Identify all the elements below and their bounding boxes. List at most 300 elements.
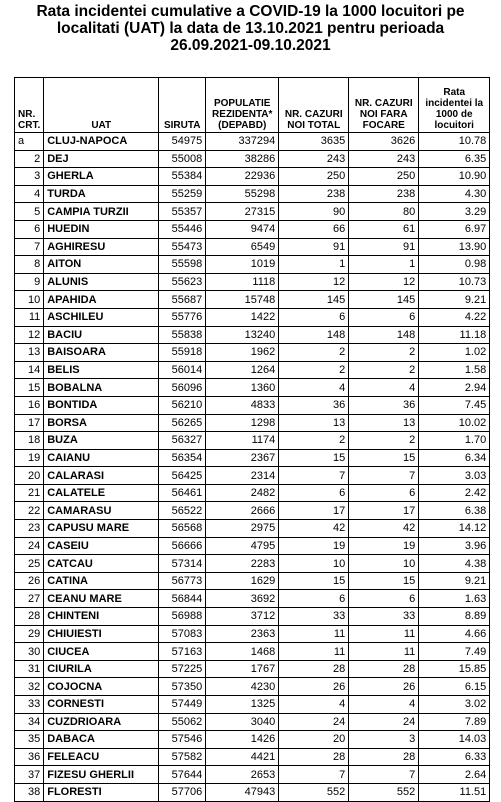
table-row xyxy=(15,150,490,168)
nr-crt-cell: 29 xyxy=(15,625,44,643)
cazuri-fara-focare-cell: 17 xyxy=(349,502,419,520)
table-row xyxy=(15,660,490,678)
siruta-cell: 55623 xyxy=(159,273,206,291)
populatie-cell: 337294 xyxy=(206,133,279,151)
cazuri-total-cell: 2 xyxy=(279,344,349,362)
cazuri-total-cell: 3635 xyxy=(279,133,349,151)
table-row xyxy=(15,396,490,414)
siruta-cell: 56988 xyxy=(159,608,206,626)
rata-cell: 10.02 xyxy=(419,414,490,432)
rata-cell: 6.34 xyxy=(419,449,490,467)
cazuri-fara-focare-cell: 26 xyxy=(349,678,419,696)
rata-cell: 3.03 xyxy=(419,467,490,485)
uat-cell: FELEACU xyxy=(44,748,159,766)
table-row xyxy=(15,731,490,749)
nr-crt-cell: 4 xyxy=(15,185,44,203)
uat-cell: TURDA xyxy=(44,185,159,203)
cazuri-total-cell: 20 xyxy=(279,731,349,749)
table-row xyxy=(15,203,490,221)
cazuri-total-cell: 19 xyxy=(279,537,349,555)
cazuri-fara-focare-cell: 91 xyxy=(349,238,419,256)
uat-cell: BONTIDA xyxy=(44,396,159,414)
cazuri-fara-focare-cell: 2 xyxy=(349,361,419,379)
header-cazuri-fara-focare: NR. CAZURI NOI FARA FOCARE xyxy=(349,78,419,133)
rata-cell: 1.63 xyxy=(419,590,490,608)
cazuri-fara-focare-cell: 3 xyxy=(349,731,419,749)
uat-cell: CIURILA xyxy=(44,660,159,678)
nr-crt-cell: 38 xyxy=(15,783,44,801)
table-row xyxy=(15,484,490,502)
siruta-cell: 57225 xyxy=(159,660,206,678)
incidence-table xyxy=(14,77,490,802)
rata-cell: 6.15 xyxy=(419,678,490,696)
populatie-cell: 2314 xyxy=(206,467,279,485)
table-row xyxy=(15,133,490,151)
header-rata: Rata incidentei la 1000 de locuitori xyxy=(419,78,490,133)
cazuri-fara-focare-cell: 148 xyxy=(349,326,419,344)
uat-cell: CHIUIESTI xyxy=(44,625,159,643)
table-body xyxy=(15,133,490,802)
uat-cell: CAMARASU xyxy=(44,502,159,520)
nr-crt-cell: 27 xyxy=(15,590,44,608)
cazuri-total-cell: 2 xyxy=(279,432,349,450)
table-row xyxy=(15,555,490,573)
uat-cell: CAPUSU MARE xyxy=(44,520,159,538)
nr-crt-cell: 34 xyxy=(15,713,44,731)
cazuri-total-cell: 4 xyxy=(279,379,349,397)
siruta-cell: 56666 xyxy=(159,537,206,555)
populatie-cell: 2363 xyxy=(206,625,279,643)
rata-cell: 4.30 xyxy=(419,185,490,203)
table-row xyxy=(15,590,490,608)
cazuri-total-cell: 90 xyxy=(279,203,349,221)
title-line-2: localitati (UAT) la data de 13.10.2021 pentru perioada xyxy=(56,20,445,37)
nr-crt-cell: 6 xyxy=(15,220,44,238)
header-populatie: POPULATIE REZIDENTA* (DEPABD) xyxy=(206,78,279,133)
siruta-cell: 55008 xyxy=(159,150,206,168)
populatie-cell: 2653 xyxy=(206,766,279,784)
siruta-cell: 55687 xyxy=(159,291,206,309)
siruta-cell: 57350 xyxy=(159,678,206,696)
cazuri-total-cell: 33 xyxy=(279,608,349,626)
cazuri-total-cell: 36 xyxy=(279,396,349,414)
rata-cell: 9.21 xyxy=(419,291,490,309)
nr-crt-cell: 26 xyxy=(15,572,44,590)
siruta-cell: 55776 xyxy=(159,308,206,326)
table-row xyxy=(15,414,490,432)
table-row xyxy=(15,308,490,326)
cazuri-total-cell: 145 xyxy=(279,291,349,309)
rata-cell: 7.45 xyxy=(419,396,490,414)
rata-cell: 6.35 xyxy=(419,150,490,168)
uat-cell: CUZDRIOARA xyxy=(44,713,159,731)
populatie-cell: 3712 xyxy=(206,608,279,626)
cazuri-fara-focare-cell: 6 xyxy=(349,590,419,608)
cazuri-fara-focare-cell: 11 xyxy=(349,643,419,661)
nr-crt-cell: 2 xyxy=(15,150,44,168)
uat-cell: AGHIRESU xyxy=(44,238,159,256)
cazuri-fara-focare-cell: 12 xyxy=(349,273,419,291)
cazuri-fara-focare-cell: 28 xyxy=(349,748,419,766)
nr-crt-cell: 31 xyxy=(15,660,44,678)
title-line-3: 26.09.2021-09.10.2021 xyxy=(170,37,331,54)
uat-cell: BUZA xyxy=(44,432,159,450)
nr-crt-cell: 21 xyxy=(15,484,44,502)
nr-crt-cell: 20 xyxy=(15,467,44,485)
table-row xyxy=(15,361,490,379)
table-row xyxy=(15,502,490,520)
cazuri-fara-focare-cell: 15 xyxy=(349,449,419,467)
nr-crt-cell: 9 xyxy=(15,273,44,291)
siruta-cell: 55062 xyxy=(159,713,206,731)
table-row xyxy=(15,291,490,309)
uat-cell: CEANU MARE xyxy=(44,590,159,608)
siruta-cell: 56210 xyxy=(159,396,206,414)
uat-cell: CIUCEA xyxy=(44,643,159,661)
siruta-cell: 57582 xyxy=(159,748,206,766)
populatie-cell: 4230 xyxy=(206,678,279,696)
populatie-cell: 2975 xyxy=(206,520,279,538)
header-siruta: SIRUTA xyxy=(159,78,206,133)
nr-crt-cell: 12 xyxy=(15,326,44,344)
uat-cell: AITON xyxy=(44,256,159,274)
cazuri-fara-focare-cell: 36 xyxy=(349,396,419,414)
nr-crt-cell: 24 xyxy=(15,537,44,555)
cazuri-total-cell: 13 xyxy=(279,414,349,432)
uat-cell: CORNESTI xyxy=(44,696,159,714)
uat-cell: BELIS xyxy=(44,361,159,379)
nr-crt-cell: 33 xyxy=(15,696,44,714)
uat-cell: CAMPIA TURZII xyxy=(44,203,159,221)
populatie-cell: 1468 xyxy=(206,643,279,661)
rata-cell: 7.49 xyxy=(419,643,490,661)
uat-cell: CLUJ-NAPOCA xyxy=(44,133,159,151)
nr-crt-cell: 11 xyxy=(15,308,44,326)
table-row xyxy=(15,467,490,485)
uat-cell: CALARASI xyxy=(44,467,159,485)
cazuri-fara-focare-cell: 80 xyxy=(349,203,419,221)
header-nr-crt: NR. CRT. xyxy=(15,78,44,133)
nr-crt-cell: 32 xyxy=(15,678,44,696)
rata-cell: 8.89 xyxy=(419,608,490,626)
rata-cell: 3.02 xyxy=(419,696,490,714)
table-row xyxy=(15,783,490,801)
table-row xyxy=(15,537,490,555)
populatie-cell: 38286 xyxy=(206,150,279,168)
nr-crt-cell: a xyxy=(15,133,44,151)
siruta-cell: 55259 xyxy=(159,185,206,203)
cazuri-total-cell: 250 xyxy=(279,168,349,186)
uat-cell: CATINA xyxy=(44,572,159,590)
cazuri-total-cell: 148 xyxy=(279,326,349,344)
nr-crt-cell: 18 xyxy=(15,432,44,450)
cazuri-fara-focare-cell: 10 xyxy=(349,555,419,573)
rata-cell: 9.21 xyxy=(419,572,490,590)
table-row xyxy=(15,344,490,362)
nr-crt-cell: 14 xyxy=(15,361,44,379)
populatie-cell: 1174 xyxy=(206,432,279,450)
siruta-cell: 56096 xyxy=(159,379,206,397)
siruta-cell: 56844 xyxy=(159,590,206,608)
nr-crt-cell: 37 xyxy=(15,766,44,784)
nr-crt-cell: 3 xyxy=(15,168,44,186)
cazuri-fara-focare-cell: 7 xyxy=(349,467,419,485)
nr-crt-cell: 15 xyxy=(15,379,44,397)
populatie-cell: 1629 xyxy=(206,572,279,590)
nr-crt-cell: 25 xyxy=(15,555,44,573)
populatie-cell: 1962 xyxy=(206,344,279,362)
table-row xyxy=(15,748,490,766)
table-row xyxy=(15,608,490,626)
table-row xyxy=(15,696,490,714)
populatie-cell: 27315 xyxy=(206,203,279,221)
siruta-cell: 56425 xyxy=(159,467,206,485)
cazuri-fara-focare-cell: 24 xyxy=(349,713,419,731)
table-row xyxy=(15,678,490,696)
cazuri-total-cell: 6 xyxy=(279,308,349,326)
cazuri-fara-focare-cell: 6 xyxy=(349,308,419,326)
cazuri-total-cell: 42 xyxy=(279,520,349,538)
populatie-cell: 3040 xyxy=(206,713,279,731)
rata-cell: 10.78 xyxy=(419,133,490,151)
cazuri-fara-focare-cell: 1 xyxy=(349,256,419,274)
table-header-row xyxy=(15,78,490,133)
uat-cell: GHERLA xyxy=(44,168,159,186)
populatie-cell: 2367 xyxy=(206,449,279,467)
document-title xyxy=(0,3,501,54)
table-row xyxy=(15,625,490,643)
nr-crt-cell: 36 xyxy=(15,748,44,766)
cazuri-fara-focare-cell: 238 xyxy=(349,185,419,203)
cazuri-total-cell: 91 xyxy=(279,238,349,256)
rata-cell: 11.18 xyxy=(419,326,490,344)
nr-crt-cell: 35 xyxy=(15,731,44,749)
cazuri-fara-focare-cell: 42 xyxy=(349,520,419,538)
populatie-cell: 1298 xyxy=(206,414,279,432)
rata-cell: 10.90 xyxy=(419,168,490,186)
rata-cell: 4.22 xyxy=(419,308,490,326)
siruta-cell: 55918 xyxy=(159,344,206,362)
populatie-cell: 1264 xyxy=(206,361,279,379)
uat-cell: APAHIDA xyxy=(44,291,159,309)
cazuri-fara-focare-cell: 3626 xyxy=(349,133,419,151)
cazuri-fara-focare-cell: 19 xyxy=(349,537,419,555)
rata-cell: 6.33 xyxy=(419,748,490,766)
rata-cell: 4.66 xyxy=(419,625,490,643)
populatie-cell: 2283 xyxy=(206,555,279,573)
uat-cell: CATCAU xyxy=(44,555,159,573)
siruta-cell: 55446 xyxy=(159,220,206,238)
nr-crt-cell: 16 xyxy=(15,396,44,414)
cazuri-total-cell: 66 xyxy=(279,220,349,238)
rata-cell: 2.64 xyxy=(419,766,490,784)
cazuri-fara-focare-cell: 28 xyxy=(349,660,419,678)
cazuri-fara-focare-cell: 2 xyxy=(349,344,419,362)
rata-cell: 6.38 xyxy=(419,502,490,520)
header-uat: UAT xyxy=(44,78,159,133)
siruta-cell: 57314 xyxy=(159,555,206,573)
uat-cell: CALATELE xyxy=(44,484,159,502)
populatie-cell: 3692 xyxy=(206,590,279,608)
nr-crt-cell: 17 xyxy=(15,414,44,432)
populatie-cell: 13240 xyxy=(206,326,279,344)
cazuri-total-cell: 11 xyxy=(279,625,349,643)
siruta-cell: 57644 xyxy=(159,766,206,784)
rata-cell: 1.58 xyxy=(419,361,490,379)
rata-cell: 7.89 xyxy=(419,713,490,731)
siruta-cell: 54975 xyxy=(159,133,206,151)
uat-cell: BACIU xyxy=(44,326,159,344)
siruta-cell: 55838 xyxy=(159,326,206,344)
siruta-cell: 56568 xyxy=(159,520,206,538)
table-row xyxy=(15,273,490,291)
cazuri-total-cell: 11 xyxy=(279,643,349,661)
cazuri-total-cell: 15 xyxy=(279,572,349,590)
cazuri-fara-focare-cell: 61 xyxy=(349,220,419,238)
rata-cell: 10.73 xyxy=(419,273,490,291)
nr-crt-cell: 28 xyxy=(15,608,44,626)
cazuri-fara-focare-cell: 15 xyxy=(349,572,419,590)
populatie-cell: 4795 xyxy=(206,537,279,555)
uat-cell: CHINTENI xyxy=(44,608,159,626)
populatie-cell: 4421 xyxy=(206,748,279,766)
siruta-cell: 56522 xyxy=(159,502,206,520)
cazuri-total-cell: 1 xyxy=(279,256,349,274)
cazuri-fara-focare-cell: 243 xyxy=(349,150,419,168)
uat-cell: ALUNIS xyxy=(44,273,159,291)
uat-cell: DEJ xyxy=(44,150,159,168)
cazuri-total-cell: 238 xyxy=(279,185,349,203)
rata-cell: 2.94 xyxy=(419,379,490,397)
rata-cell: 4.38 xyxy=(419,555,490,573)
populatie-cell: 55298 xyxy=(206,185,279,203)
nr-crt-cell: 13 xyxy=(15,344,44,362)
header-cazuri-total: NR. CAZURI NOI TOTAL xyxy=(279,78,349,133)
rata-cell: 15.85 xyxy=(419,660,490,678)
table-row xyxy=(15,449,490,467)
table-row xyxy=(15,432,490,450)
rata-cell: 2.42 xyxy=(419,484,490,502)
uat-cell: DABACA xyxy=(44,731,159,749)
cazuri-fara-focare-cell: 4 xyxy=(349,696,419,714)
uat-cell: ASCHILEU xyxy=(44,308,159,326)
cazuri-total-cell: 552 xyxy=(279,783,349,801)
siruta-cell: 57163 xyxy=(159,643,206,661)
populatie-cell: 1426 xyxy=(206,731,279,749)
nr-crt-cell: 10 xyxy=(15,291,44,309)
uat-cell: BAISOARA xyxy=(44,344,159,362)
cazuri-fara-focare-cell: 145 xyxy=(349,291,419,309)
siruta-cell: 55598 xyxy=(159,256,206,274)
uat-cell: BORSA xyxy=(44,414,159,432)
table-row xyxy=(15,168,490,186)
rata-cell: 13.90 xyxy=(419,238,490,256)
populatie-cell: 4833 xyxy=(206,396,279,414)
cazuri-total-cell: 15 xyxy=(279,449,349,467)
populatie-cell: 1422 xyxy=(206,308,279,326)
uat-cell: BOBALNA xyxy=(44,379,159,397)
populatie-cell: 15748 xyxy=(206,291,279,309)
uat-cell: CAIANU xyxy=(44,449,159,467)
cazuri-fara-focare-cell: 11 xyxy=(349,625,419,643)
cazuri-total-cell: 28 xyxy=(279,748,349,766)
cazuri-total-cell: 12 xyxy=(279,273,349,291)
nr-crt-cell: 30 xyxy=(15,643,44,661)
populatie-cell: 1019 xyxy=(206,256,279,274)
siruta-cell: 55473 xyxy=(159,238,206,256)
rata-cell: 11.51 xyxy=(419,783,490,801)
cazuri-fara-focare-cell: 250 xyxy=(349,168,419,186)
table-row xyxy=(15,220,490,238)
siruta-cell: 56461 xyxy=(159,484,206,502)
uat-cell: FIZESU GHERLII xyxy=(44,766,159,784)
table-row xyxy=(15,326,490,344)
cazuri-total-cell: 26 xyxy=(279,678,349,696)
cazuri-fara-focare-cell: 6 xyxy=(349,484,419,502)
nr-crt-cell: 19 xyxy=(15,449,44,467)
cazuri-fara-focare-cell: 7 xyxy=(349,766,419,784)
cazuri-fara-focare-cell: 2 xyxy=(349,432,419,450)
populatie-cell: 2666 xyxy=(206,502,279,520)
cazuri-total-cell: 243 xyxy=(279,150,349,168)
table-row xyxy=(15,643,490,661)
siruta-cell: 56327 xyxy=(159,432,206,450)
siruta-cell: 57083 xyxy=(159,625,206,643)
uat-cell: COJOCNA xyxy=(44,678,159,696)
siruta-cell: 57706 xyxy=(159,783,206,801)
nr-crt-cell: 8 xyxy=(15,256,44,274)
cazuri-fara-focare-cell: 552 xyxy=(349,783,419,801)
populatie-cell: 1767 xyxy=(206,660,279,678)
table-row xyxy=(15,256,490,274)
rata-cell: 3.29 xyxy=(419,203,490,221)
table-row xyxy=(15,572,490,590)
populatie-cell: 9474 xyxy=(206,220,279,238)
table-row xyxy=(15,520,490,538)
uat-cell: CASEIU xyxy=(44,537,159,555)
rata-cell: 0.98 xyxy=(419,256,490,274)
uat-cell: HUEDIN xyxy=(44,220,159,238)
siruta-cell: 57546 xyxy=(159,731,206,749)
rata-cell: 6.97 xyxy=(419,220,490,238)
cazuri-total-cell: 6 xyxy=(279,590,349,608)
cazuri-total-cell: 10 xyxy=(279,555,349,573)
uat-cell: FLORESTI xyxy=(44,783,159,801)
rata-cell: 1.70 xyxy=(419,432,490,450)
title-line-1: Rata incidentei cumulative a COVID-19 la 1000 locuitori pe xyxy=(36,3,465,20)
cazuri-total-cell: 2 xyxy=(279,361,349,379)
populatie-cell: 6549 xyxy=(206,238,279,256)
siruta-cell: 56773 xyxy=(159,572,206,590)
nr-crt-cell: 5 xyxy=(15,203,44,221)
nr-crt-cell: 22 xyxy=(15,502,44,520)
table-row xyxy=(15,766,490,784)
siruta-cell: 56265 xyxy=(159,414,206,432)
siruta-cell: 55384 xyxy=(159,168,206,186)
table-row xyxy=(15,238,490,256)
cazuri-total-cell: 7 xyxy=(279,467,349,485)
populatie-cell: 1325 xyxy=(206,696,279,714)
cazuri-total-cell: 4 xyxy=(279,696,349,714)
rata-cell: 14.12 xyxy=(419,520,490,538)
siruta-cell: 55357 xyxy=(159,203,206,221)
cazuri-fara-focare-cell: 13 xyxy=(349,414,419,432)
populatie-cell: 22936 xyxy=(206,168,279,186)
rata-cell: 14.03 xyxy=(419,731,490,749)
cazuri-fara-focare-cell: 4 xyxy=(349,379,419,397)
cazuri-total-cell: 7 xyxy=(279,766,349,784)
siruta-cell: 56014 xyxy=(159,361,206,379)
